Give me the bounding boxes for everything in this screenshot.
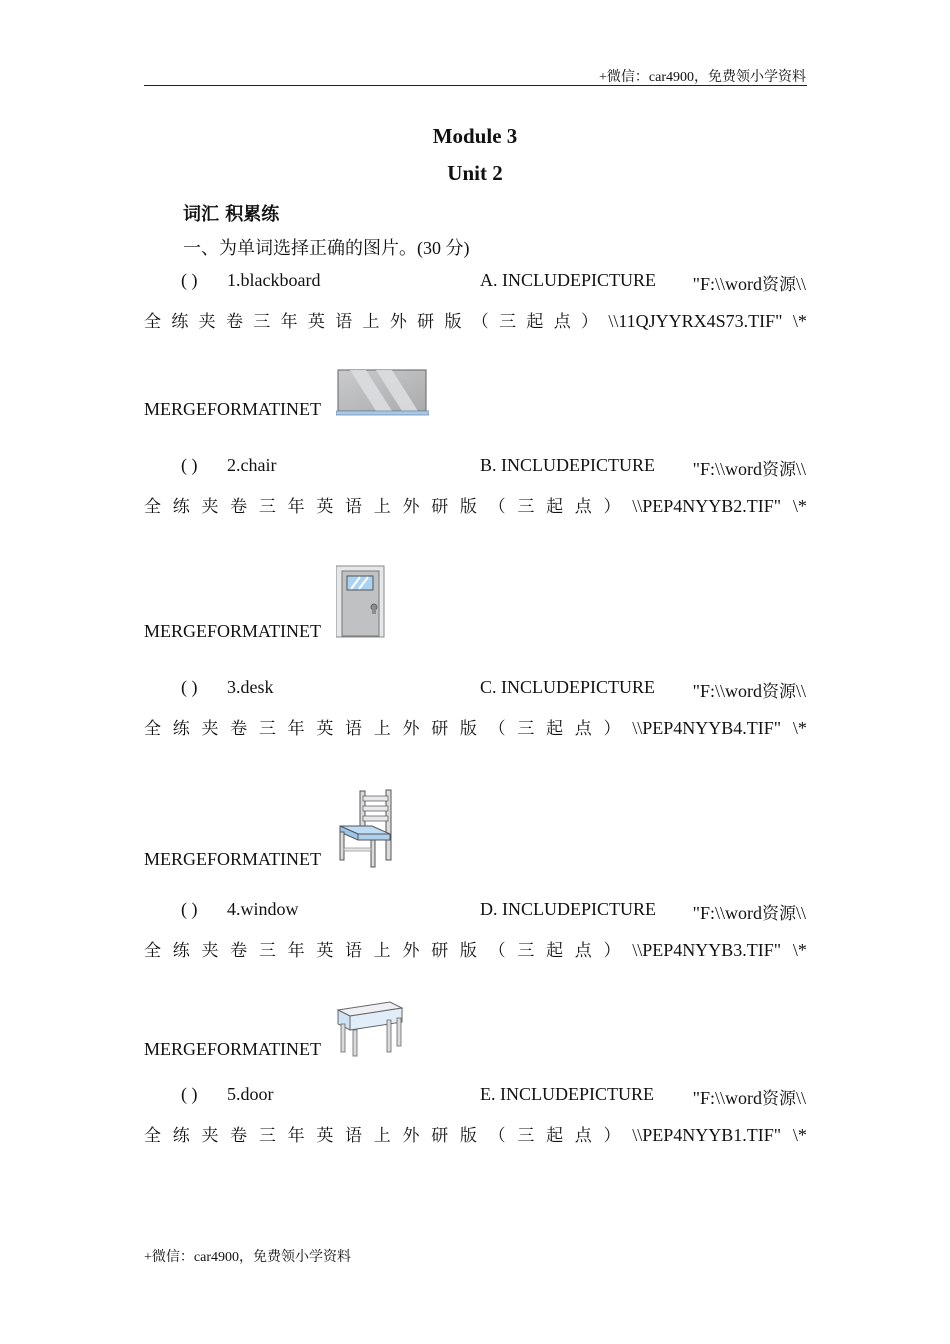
blackboard-picture [336,369,429,416]
option-line-1 [480,270,806,295]
option-path-e: "F:\\word资源\\ [692,1088,806,1109]
option-file-a: \\11QJYYRX4S73.TIF" [608,311,783,331]
item-word-3: 3.desk [227,677,274,697]
answer-blank-3[interactable]: ( ) [181,677,198,697]
option-letter-d: D. INCLUDEPICTURE [480,899,656,919]
unit-title: Unit 2 [447,161,503,185]
option-path-b: "F:\\word资源\\ [692,459,806,480]
header-note: +微信：car4900，免费领小学资料 [599,70,806,85]
option-path-d: "F:\\word资源\\ [692,903,806,924]
section-heading: 词汇 积累练 [183,204,280,225]
merge-text-3: MERGEFORMATINET [144,849,322,869]
continuation-line-2: 全 练 夹 卷 三 年 英 语 上 外 研 版 （ 三 起 点 ） \\PEP4NYYB2.TIF" \* [144,496,807,517]
item-word-1: 1.blackboard [227,270,321,290]
option-line-4 [480,899,806,924]
option-file-d: \\PEP4NYYB3.TIF" [632,940,782,960]
option-file-b: \\PEP4NYYB2.TIF" [632,496,782,516]
door-picture [336,565,386,638]
merge-text-1: MERGEFORMATINET [144,399,322,419]
footer-note: +微信：car4900，免费领小学资料 [144,1250,351,1265]
option-path-c: "F:\\word资源\\ [692,681,806,702]
instruction [183,234,470,260]
continuation-line-3: 全 练 夹 卷 三 年 英 语 上 外 研 版 （ 三 起 点 ） \\PEP4NYYB4.TIF" \* [144,718,807,739]
merge-text-2: MERGEFORMATINET [144,621,322,641]
continuation-line-5: 全 练 夹 卷 三 年 英 语 上 外 研 版 （ 三 起 点 ） \\PEP4NYYB1.TIF" \* [144,1125,807,1146]
option-line-2 [480,455,806,480]
option-letter-b: B. INCLUDEPICTURE [480,455,655,475]
option-path-a: "F:\\word资源\\ [692,274,806,295]
option-letter-e: E. INCLUDEPICTURE [480,1084,654,1104]
continuation-line-1: 全 练 夹 卷 三 年 英 语 上 外 研 版 （ 三 起 点 ） \\11QJYYRX4S73.TIF" \* [144,311,807,332]
merge-text-4: MERGEFORMATINET [144,1039,322,1059]
chair-picture [336,788,394,868]
item-word-2: 2.chair [227,455,277,475]
option-letter-c: C. INCLUDEPICTURE [480,677,655,697]
item-word-5: 5.door [227,1084,274,1104]
answer-blank-5[interactable]: ( ) [181,1084,198,1104]
option-line-3 [480,677,806,702]
option-file-c: \\PEP4NYYB4.TIF" [632,718,782,738]
option-line-5 [480,1084,806,1109]
instruction-score: (30 分) [417,238,470,258]
option-file-e: \\PEP4NYYB1.TIF" [632,1125,782,1145]
desk-picture [336,1000,404,1058]
header-rule [144,85,807,86]
instruction-text: 一、为单词选择正确的图片。 [183,238,417,259]
answer-blank-1[interactable]: ( ) [181,270,198,290]
answer-blank-4[interactable]: ( ) [181,899,198,919]
option-letter-a: A. INCLUDEPICTURE [480,270,656,290]
answer-blank-2[interactable]: ( ) [181,455,198,475]
continuation-line-4: 全 练 夹 卷 三 年 英 语 上 外 研 版 （ 三 起 点 ） \\PEP4NYYB3.TIF" \* [144,940,807,961]
module-title: Module 3 [432,124,518,148]
item-word-4: 4.window [227,899,299,919]
